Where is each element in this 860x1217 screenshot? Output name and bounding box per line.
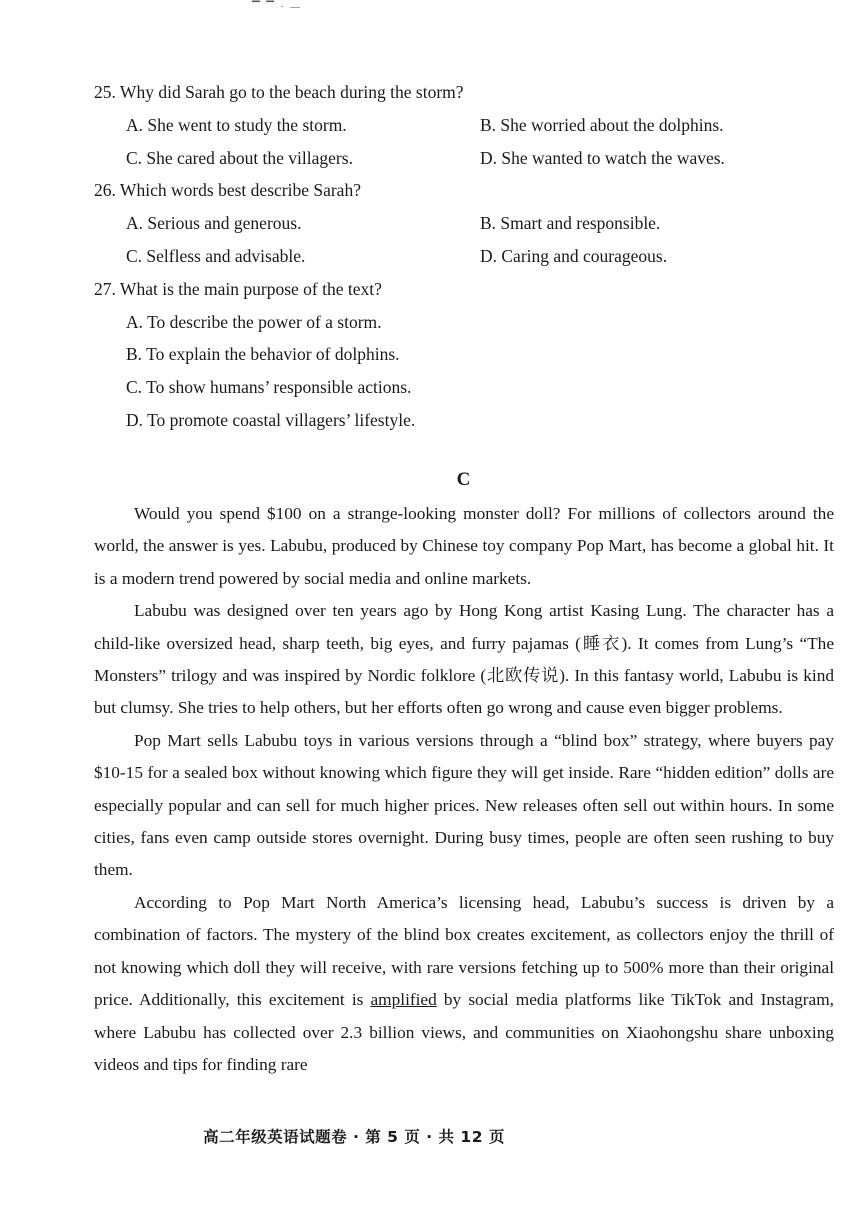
option-a: A. Serious and generous. xyxy=(126,213,302,234)
paragraph-4 xyxy=(94,887,834,1081)
option-c: C. She cared about the villagers. xyxy=(126,147,353,168)
question-26 xyxy=(94,174,814,272)
section-heading: C xyxy=(456,469,471,490)
option-a: A. To describe the power of a storm. xyxy=(126,311,382,332)
scan-header-marks: ▔ ▔ · — xyxy=(252,2,303,13)
option-d: D. She wanted to watch the waves. xyxy=(480,147,725,168)
paragraph-3: Pop Mart sells Labubu toys in various versions through a “blind box” strategy, where buyers pay $10-15 for a sealed box without knowing which figure they will get inside. Rare “hidden edition” dolls are especially popular and can sell for much higher prices. New releases often sell out within hours. In some cities, fans even camp outside stores overnight. During busy times, people are often seen rushing to buy them. xyxy=(94,730,834,880)
question-stem: 27. What is the main purpose of the text? xyxy=(94,278,382,299)
paragraph-1: Would you spend $100 on a strange-looking monster doll? For millions of collectors around the world, the answer is yes. Labubu, produced by Chinese toy company Pop Mart, has become a global hit. It is a modern trend powered by social media and online markets. xyxy=(94,504,834,588)
option-b: B. Smart and responsible. xyxy=(480,213,661,234)
option-b: B. She worried about the dolphins. xyxy=(480,114,724,135)
option-a: A. She went to study the storm. xyxy=(126,114,347,135)
paragraph-2: Labubu was designed over ten years ago by Hong Kong artist Kasing Lung. The character has a child-like oversized head, sharp teeth, big eyes, and furry pajamas (睡衣). It comes from Lung’s “The Monsters” trilogy and was inspired by Nordic folklore (北欧传说). In this fantasy world, Labubu is kind but clumsy. She tries to help others, but her efforts often go wrong and cause even bigger problems. xyxy=(94,601,834,718)
question-stem: 25. Why did Sarah go to the beach during the storm? xyxy=(94,82,464,102)
option-d: D. Caring and courageous. xyxy=(480,245,668,266)
option-d: D. To promote coastal villagers’ lifestyle. xyxy=(126,409,416,430)
page-footer: 高二年级英语试题卷 · 第 5 页 · 共 12 页 xyxy=(203,1128,505,1146)
question-25 xyxy=(94,76,814,174)
option-b: B. To explain the behavior of dolphins. xyxy=(126,344,400,365)
question-27 xyxy=(94,273,814,437)
paragraph-4-text: According to Pop Mart North America’s licensing head, Labubu’s success is driven by a combination of factors. The mystery of the blind box creates excitement, as collectors enjoy the thrill of not knowing which doll they will receive, with rare versions fetching up to 500% more than their original price. Additionally, this excitement is xyxy=(94,892,834,1010)
reading-passage xyxy=(94,498,834,1081)
underlined-word: amplified xyxy=(370,990,437,1010)
question-stem: 26. Which words best describe Sarah? xyxy=(94,180,361,201)
option-c: C. Selfless and advisable. xyxy=(126,245,306,266)
option-c: C. To show humans’ responsible actions. xyxy=(126,377,412,398)
questions-block xyxy=(94,76,814,437)
paragraph-4-text: by social media platforms like TikTok and Instagram, where Labubu has collected over 2.3 billion views, and communities on Xiaohongshu share unboxing videos and tips for finding rare xyxy=(94,990,834,1074)
